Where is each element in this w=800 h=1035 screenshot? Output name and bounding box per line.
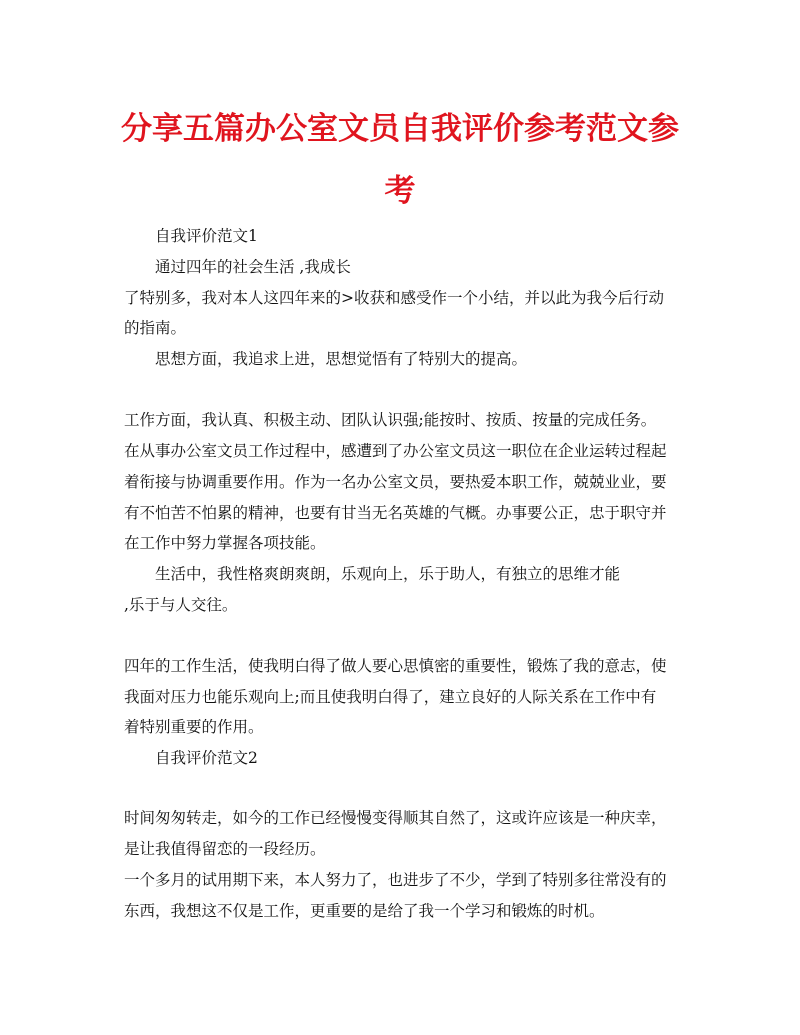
paragraph-line: 有不怕苦不怕累的精神，也要有甘当无名英雄的气概。办事要公正，忠于职守并 xyxy=(124,504,667,522)
section-heading-1: 自我评价范文1 xyxy=(155,227,258,245)
paragraph-line: 我面对压力也能乐观向上;而且使我明白得了，建立良好的人际关系在工作中有 xyxy=(124,688,657,706)
paragraph-line: 的指南。 xyxy=(124,319,187,337)
document-title-line-2: 考 xyxy=(384,173,416,209)
section-heading-2: 自我评价范文2 xyxy=(155,749,258,767)
paragraph-line: ,乐于与人交往。 xyxy=(124,596,238,614)
document-title-line-1: 分享五篇办公室文员自我评价参考范文参 xyxy=(121,111,679,147)
paragraph-line: 通过四年的社会生活 ,我成长 xyxy=(155,258,351,276)
paragraph-line: 工作方面，我认真、积极主动、团队认识强;能按时、按质、按量的完成任务。 xyxy=(124,411,657,429)
paragraph-line: 着特别重要的作用。 xyxy=(124,718,264,736)
paragraph-line: 东西，我想这不仅是工作，更重要的是给了我一个学习和锻炼的时机。 xyxy=(124,902,605,920)
paragraph-line: 着衔接与协调重要作用。作为一名办公室文员，要热爱本职工作，兢兢业业，要 xyxy=(124,473,667,491)
paragraph-line: 是让我值得留恋的一段经历。 xyxy=(124,840,326,858)
paragraph-line: 时间匆匆转走，如今的工作已经慢慢变得顺其自然了，这或许应该是一种庆幸， xyxy=(124,809,667,827)
paragraph-line: 在从事办公室文员工作过程中，感遭到了办公室文员这一职位在企业运转过程起 xyxy=(124,442,667,460)
paragraph-line: 四年的工作生活，使我明白得了做人要心思慎密的重要性，锻炼了我的意志，使 xyxy=(124,657,667,675)
paragraph-line: 生活中，我性格爽朗爽朗，乐观向上，乐于助人，有独立的思维才能 xyxy=(155,565,621,583)
paragraph-line: 思想方面，我追求上进，思想觉悟有了特别大的提高。 xyxy=(155,350,528,368)
paragraph-line: 了特别多，我对本人这四年来的>收获和感受作一个小结，并以此为我今后行动 xyxy=(124,289,664,307)
paragraph-line: 一个多月的试用期下来，本人努力了，也进步了不少，学到了特别多往常没有的 xyxy=(124,871,667,889)
paragraph-line: 在工作中努力掌握各项技能。 xyxy=(124,534,326,552)
